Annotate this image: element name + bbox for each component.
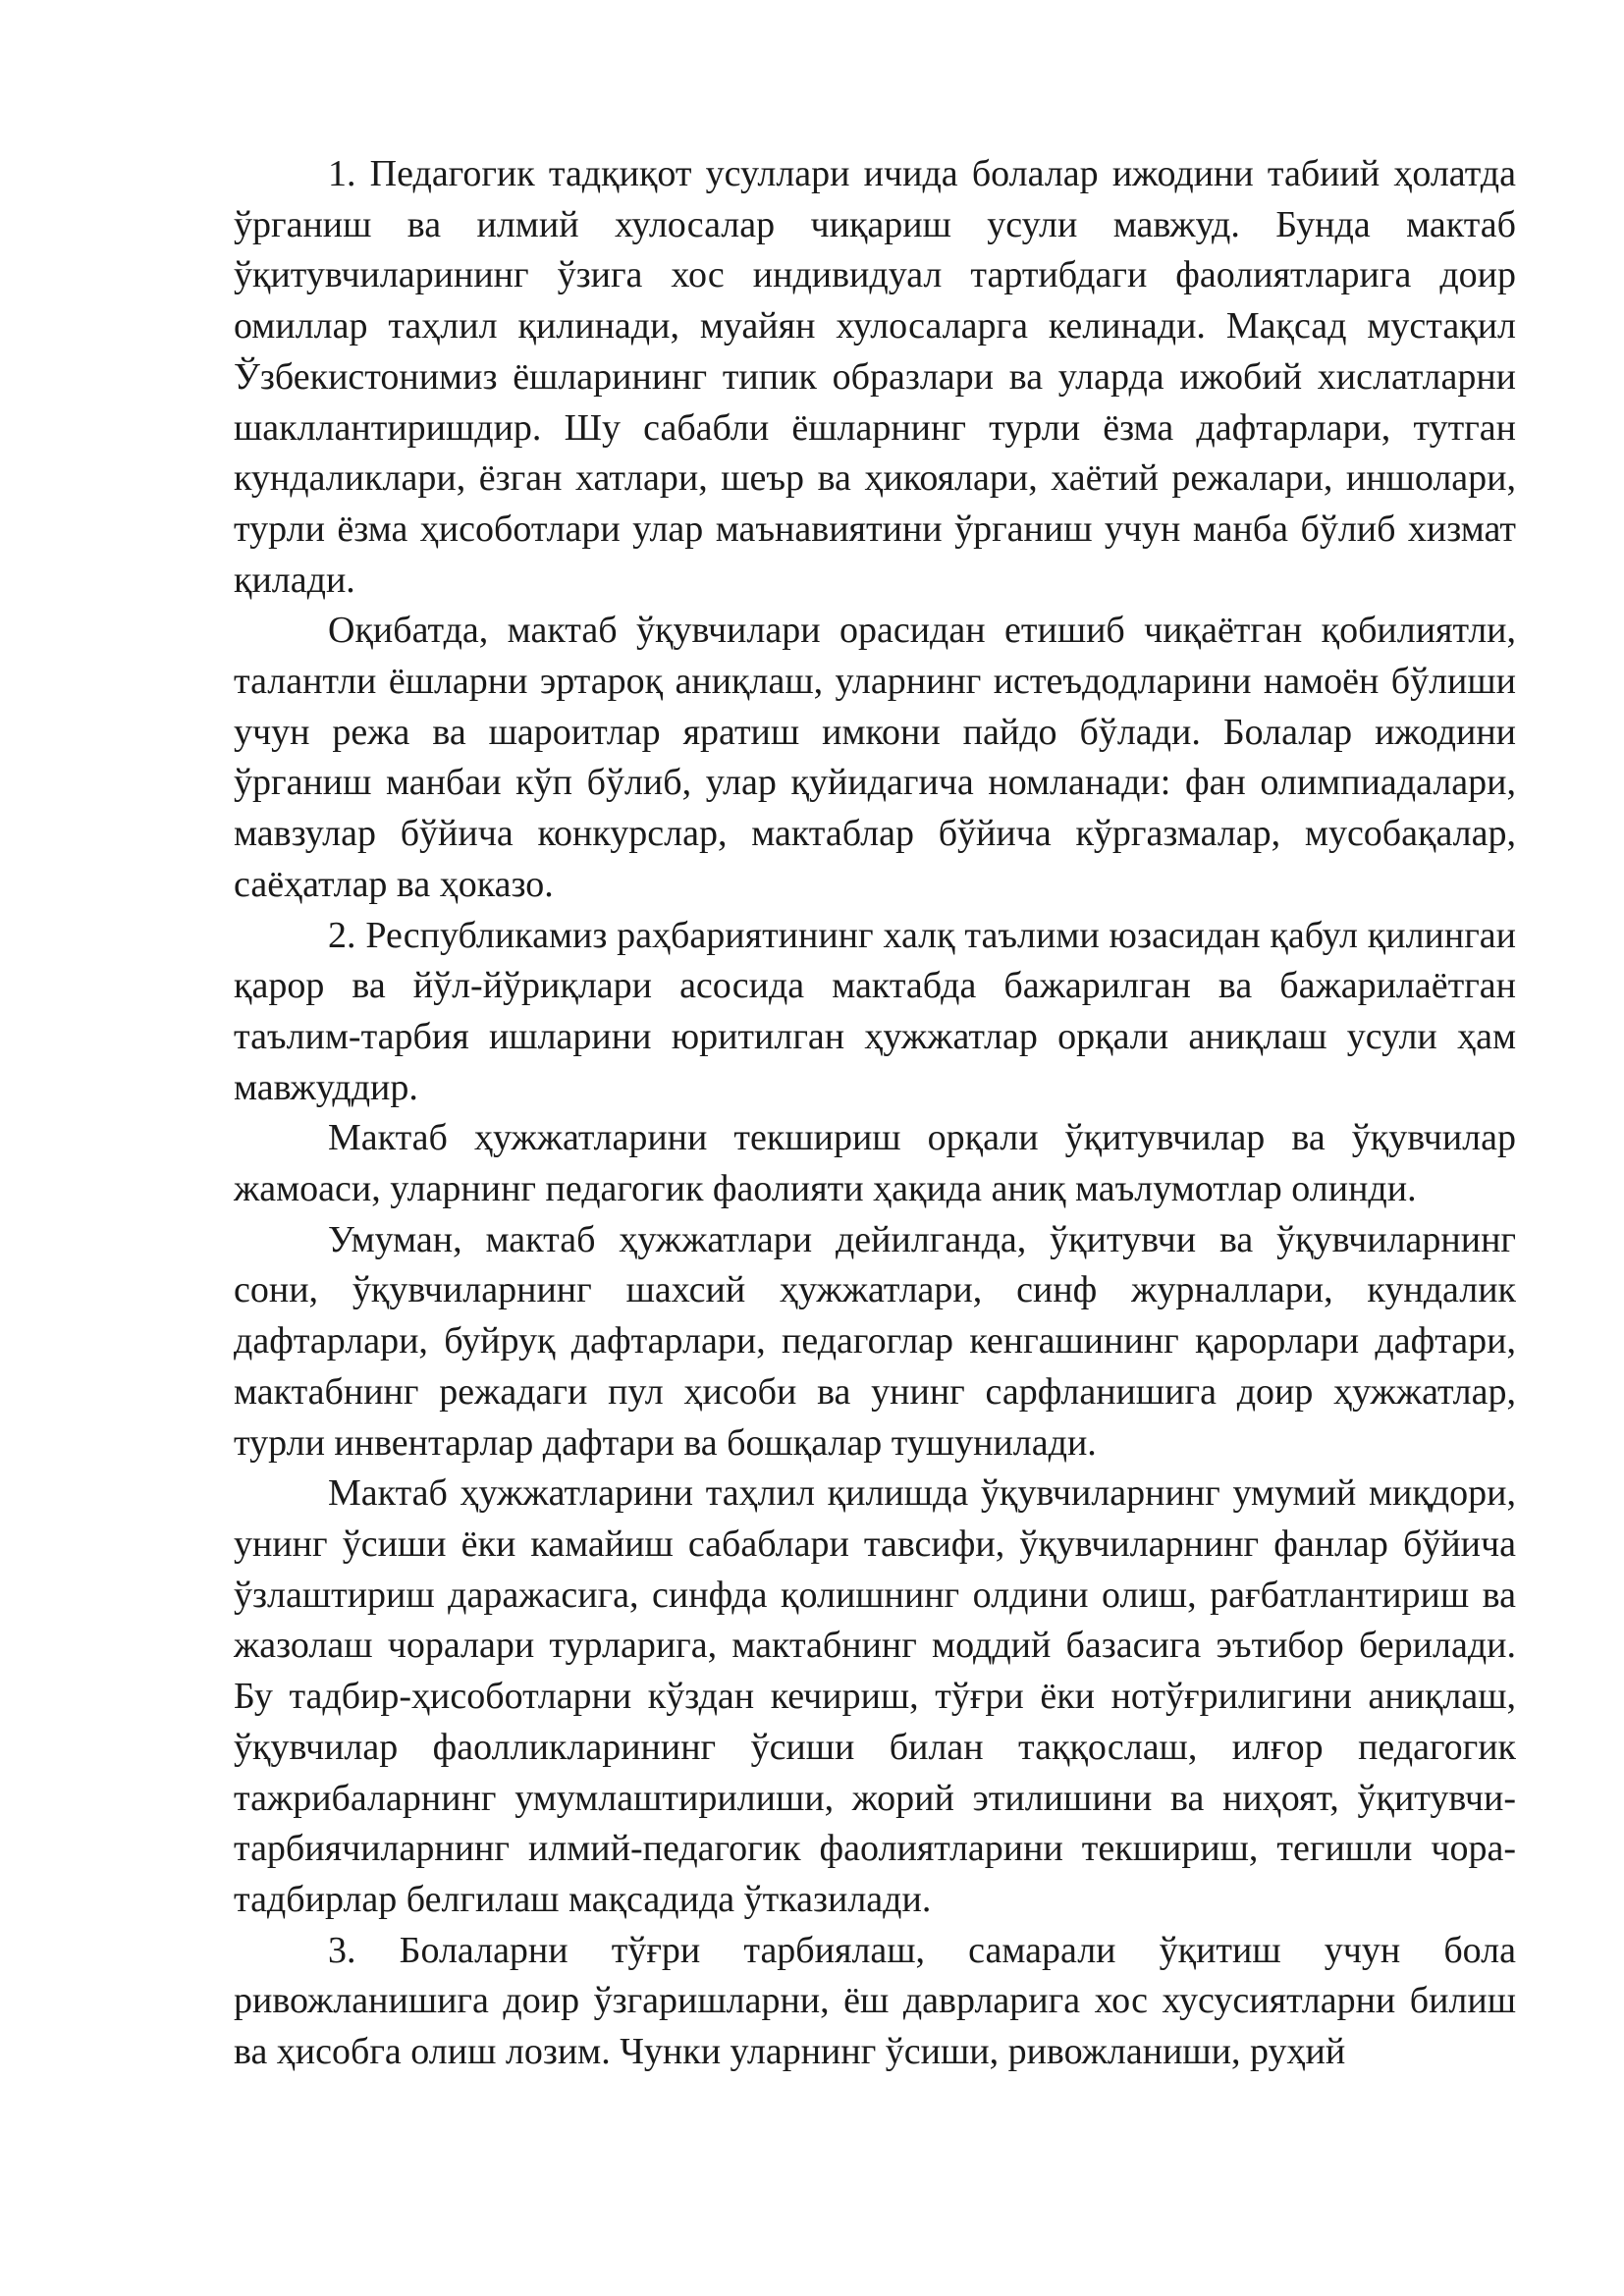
paragraph-6: Мактаб ҳужжатларини таҳлил қилишда ўқувчиларнинг умумий миқдори, унинг ўсиши ёки камайиш сабаблари тавсифи, ўқувчиларнинг фанлар бўйича ўзлаштириш даражасига, синфда қолишнинг олдини олиш, рағбатлантириш ва жазолаш чоралари турларига, мактабнинг моддий базасига эътибор берилади. Бу тадбир-ҳисоботларни кўздан кечириш, тўғри ёки нотўғрилигини аниқлаш, ўқувчилар фаолликларининг ўсиши билан таққослаш, илғор педагогик тажрибаларнинг умумлаштирилиши, жорий этилишини ва ниҳоят, ўқитувчи-тарбиячиларнинг илмий-педагогик фаолиятларини текшириш, тегишли чора-тадбирлар белгилаш мақсадида ўтказилади. [234,1472,1516,1920]
document-body [234,149,1516,2078]
paragraph-5: Умуман, мактаб ҳужжатлари дейилганда, ўқитувчи ва ўқувчиларнинг сони, ўқувчиларнинг шахсий ҳужжатлари, синф журналлари, кундалик дафтарлари, буйруқ дафтарлари, педагоглар кенгашининг қарорлари дафтари, мактабнинг режадаги пул ҳисоби ва унинг сарфланишига доир ҳужжатлар, турли инвентарлар дафтари ва бошқалар тушунилади. [234,1218,1516,1464]
paragraph-7: 3. Болаларни тўғри тарбиялаш, самарали ўқитиш учун бола ривожланишига доир ўзгаришларни, ёш даврларига хос хусусиятларни билиш ва ҳисобга олиш лозим. Чунки уларнинг ўсиши, ривожланиши, руҳий [234,1929,1516,2073]
paragraph-4: Мактаб ҳужжатларини текшириш орқали ўқитувчилар ва ўқувчилар жамоаси, уларнинг педагогик фаолияти ҳақида аниқ маълумотлар олинди. [234,1117,1516,1210]
paragraph-1: 1. Педагогик тадқиқот усуллари ичида болалар ижодини табиий ҳолатда ўрганиш ва илмий хулосалар чиқариш усули мавжуд. Бунда мактаб ўқитувчиларининг ўзига хос индивидуал тартибдаги фаолиятларига доир омиллар таҳлил қилинади, муайян хулосаларга келинади. Мақсад мустақил Ўзбекистонимиз ёшларининг типик образлари ва уларда ижобий хислатларни шакллантиришдир. Шу сабабли ёшларнинг турли ёзма дафтарлари, тутган кундаликлари, ёзган хатлари, шеър ва ҳикоялари, хаётий режалари, иншолари, турли ёзма ҳисоботлари улар маънавиятини ўрганиш учун манба бўлиб хизмат қилади. [234,153,1516,601]
paragraph-3: 2. Республикамиз раҳбариятининг халқ таълими юзасидан қабул қилингаи қарор ва йўл-йўриқлари асосида мактабда бажарилган ва бажарилаётган таълим-тарбия ишларини юритилган ҳужжатлар орқали аниқлаш усули ҳам мавжуддир. [234,914,1516,1108]
paragraph-2: Оқибатда, мактаб ўқувчилари орасидан етишиб чиқаётган қобилиятли, талантли ёшларни эртароқ аниқлаш, уларнинг истеъдодларини намоён бўлиши учун режа ва шароитлар яратиш имкони пайдо бўлади. Болалар ижодини ўрганиш манбаи кўп бўлиб, улар қуйидагича номланади: фан олимпиадалари, мавзулар бўйича конкурслар, мактаблар бўйича кўргазмалар, мусобақалар, саёҳатлар ва ҳоказо. [234,610,1516,905]
